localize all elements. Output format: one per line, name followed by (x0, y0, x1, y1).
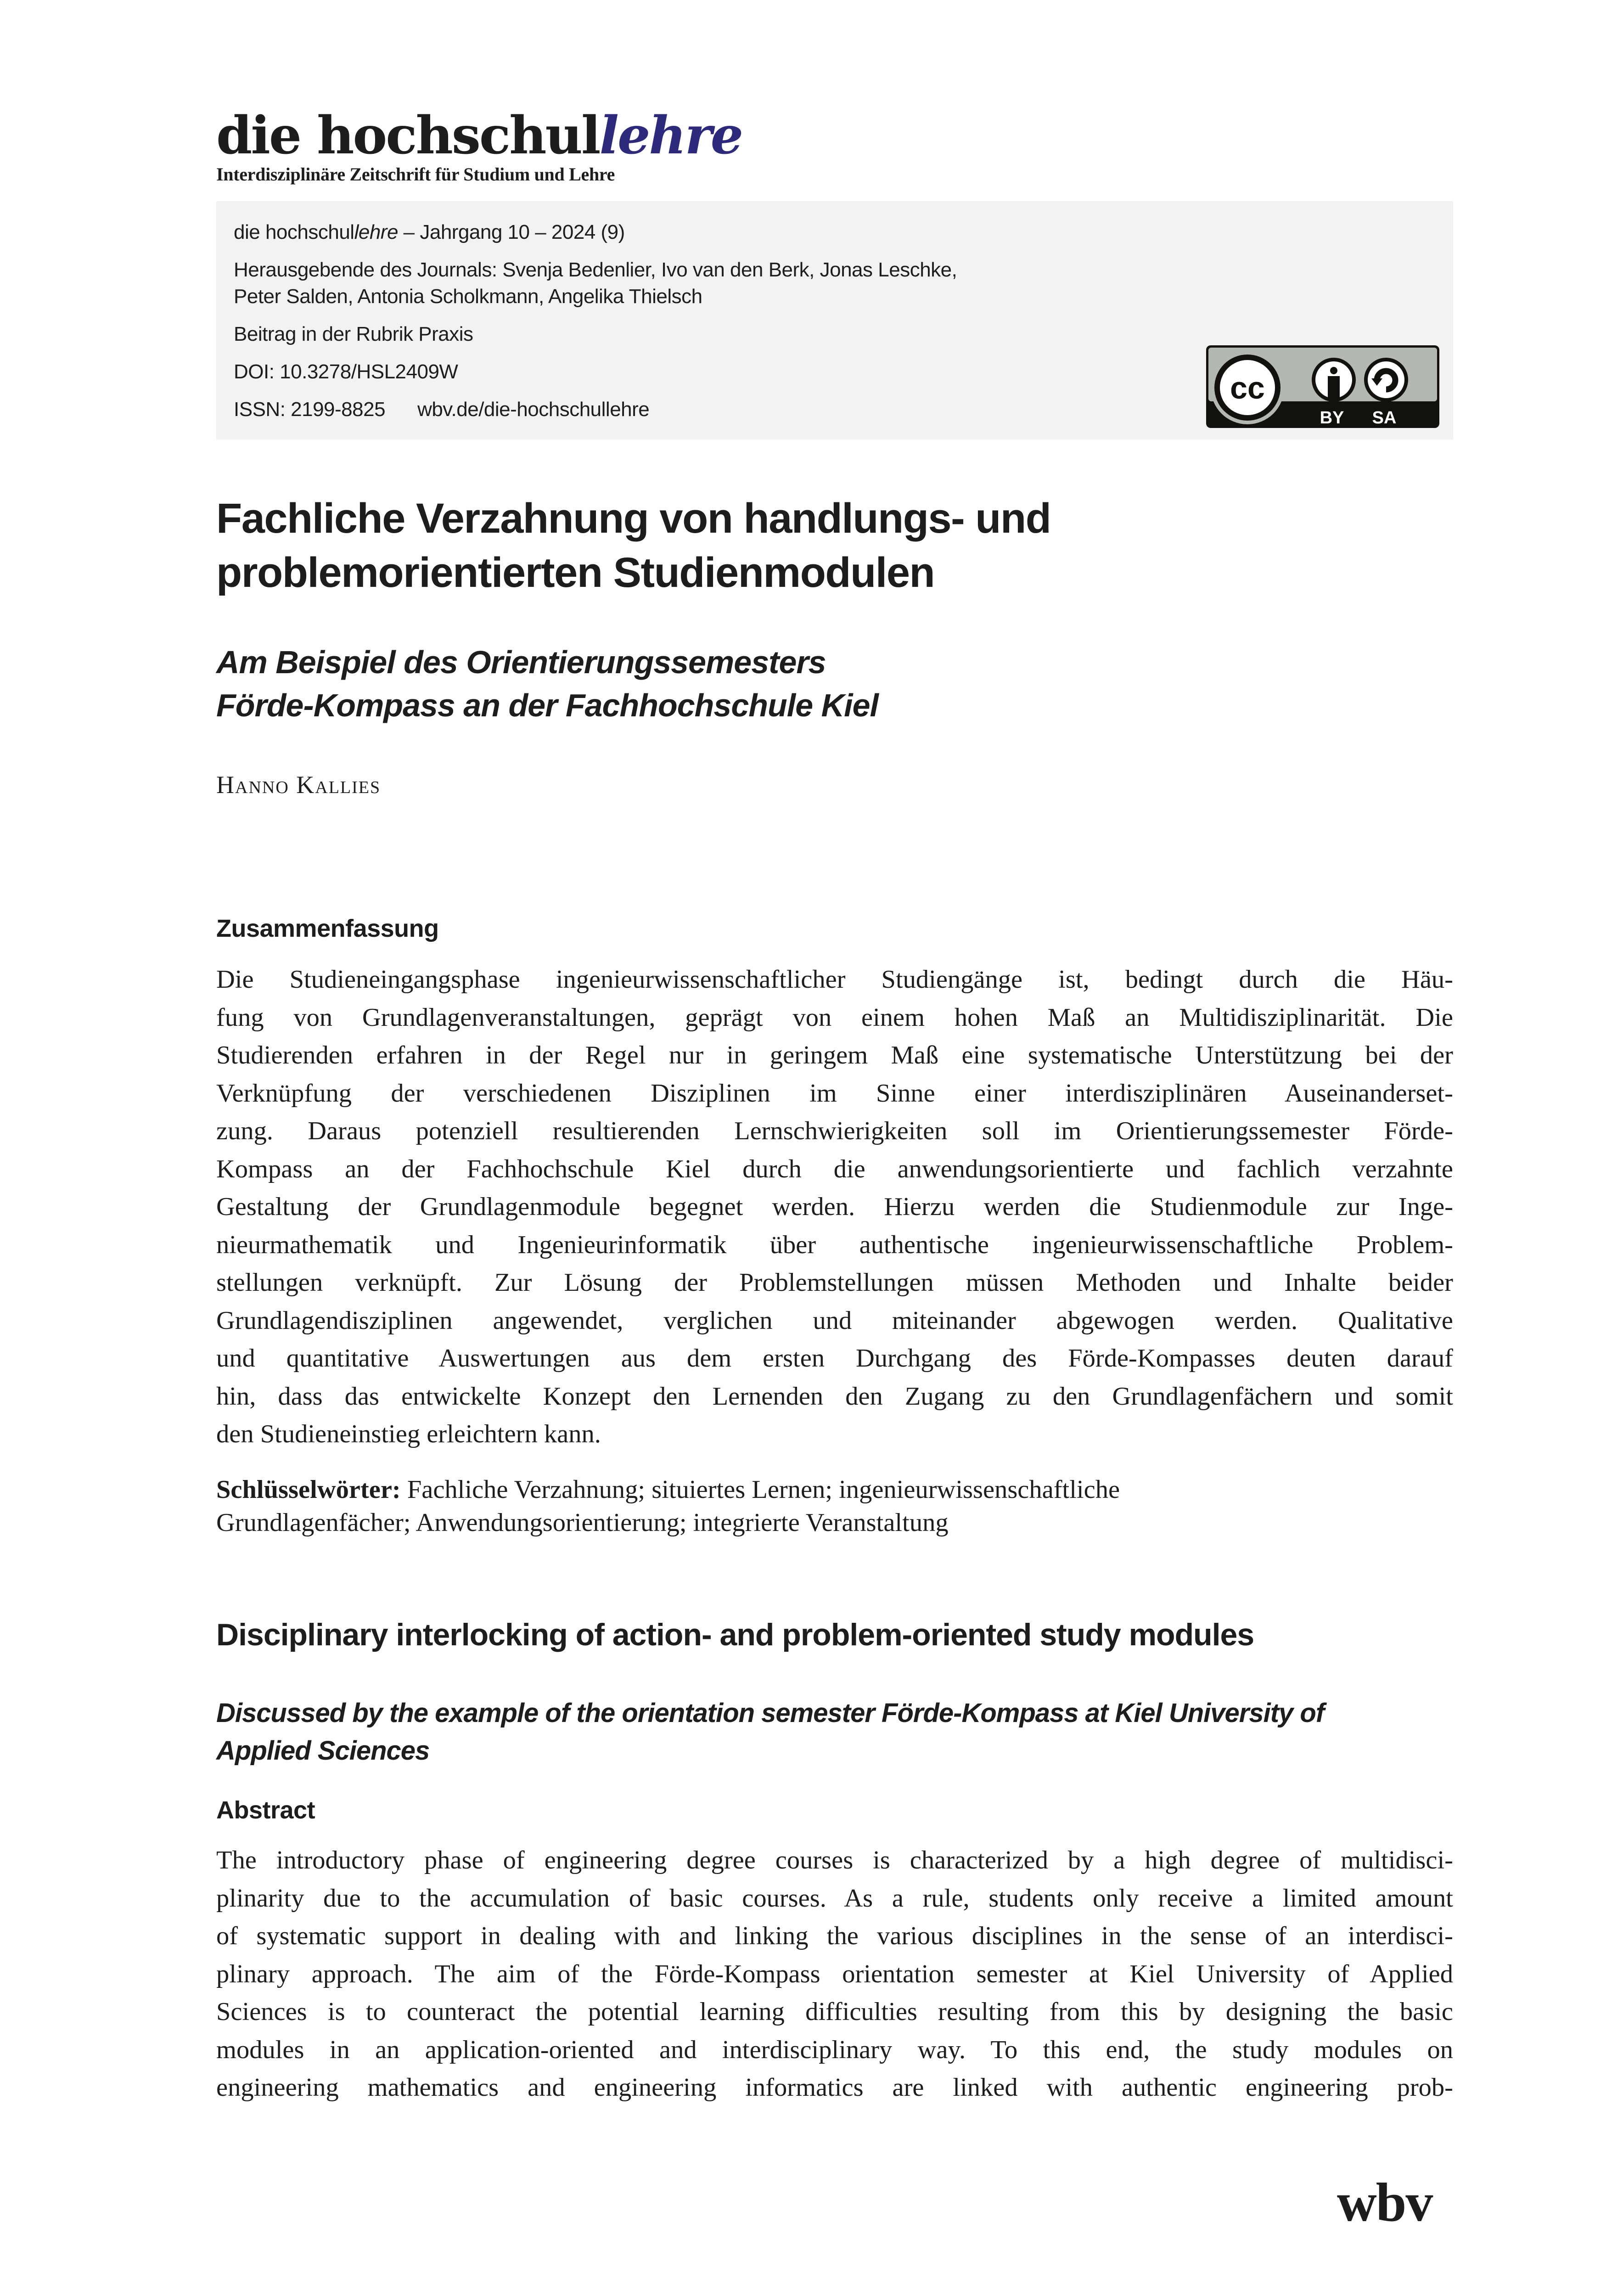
paragraph-line: Verknüpfung der verschiedenen Disziplinen im Sinne einer interdisziplinären Auseinanderset- (216, 1079, 1453, 1108)
keywords (216, 1473, 1453, 1539)
journal-issue: – Jahrgang 10 – 2024 (9) (398, 221, 625, 243)
doi[interactable]: DOI: 10.3278/HSL2409W (234, 360, 458, 383)
journal-name-prefix: die hochschul (234, 221, 354, 243)
author-name: Hanno Kallies (216, 771, 381, 799)
cc-by-sa-icon[interactable] (1206, 345, 1439, 428)
svg-text:BY: BY (1320, 408, 1344, 428)
issn-url-line (234, 398, 649, 422)
keywords-text: Fachliche Verzahnung; situiertes Lernen; ingenieurwissenschaftliche (400, 1475, 1120, 1504)
paragraph-line: Grundlagendisziplinen angewendet, verglichen und miteinander abgewogen werden. Qualitative (216, 1306, 1453, 1335)
issn: ISSN: 2199-8825 (234, 398, 386, 421)
journal-url-link[interactable]: wbv.de/die-hochschullehre (417, 398, 650, 421)
paragraph-line: Sciences is to counteract the potential learning difficulties resulting from this by designing the basic (216, 1998, 1453, 2026)
publisher-logo: wbv (1337, 2172, 1432, 2233)
paragraph-line: zung. Daraus potenziell resultierenden Lernschwierigkeiten soll im Orientierungssemester Förde- (216, 1117, 1453, 1145)
paragraph-line: Gestaltung der Grundlagenmodule begegnet werden. Hierzu werden die Studienmodule zur Inge- (216, 1193, 1453, 1221)
paragraph-line: The introductory phase of engineering degree courses is characterized by a high degree of multidisci- (216, 1846, 1453, 1874)
paragraph-line: hin, dass das entwickelte Konzept den Lernenden den Zugang zu den Grundlagenfächern und somit (216, 1382, 1453, 1411)
journal-logo-accent: lehre (599, 106, 742, 166)
paragraph-line: und quantitative Auswertungen aus dem ersten Durchgang des Förde-Kompasses deuten darauf (216, 1344, 1453, 1373)
svg-text:SA: SA (1372, 408, 1397, 428)
journal-logo-main: die hochschul (216, 106, 600, 166)
editors-line-1: Herausgebende des Journals: Svenja Bedenlier, Ivo van den Berk, Jonas Leschke, (234, 259, 957, 281)
article-title-line-2: problemorientierten Studienmodulen (216, 549, 935, 596)
paragraph-line: Studierenden erfahren in der Regel nur in geringem Maß eine systematische Unterstützung bei der (216, 1041, 1453, 1069)
english-subtitle-line-1: Discussed by the example of the orientation semester Förde-Kompass at Kiel University of (216, 1698, 1325, 1728)
paragraph-line: den Studieneinstieg erleichtern kann. (216, 1420, 601, 1448)
paragraph-line: plinary approach. The aim of the Förde-Kompass orientation semester at Kiel University of Applied (216, 1959, 1453, 1988)
journal-masthead (216, 106, 742, 185)
english-subtitle-line-2: Applied Sciences (216, 1736, 430, 1766)
article-subtitle-line-1: Am Beispiel des Orientierungssemesters (216, 644, 826, 680)
keywords-line-2: Grundlagenfächer; Anwendungsorientierung; integrierte Veranstaltung (216, 1508, 949, 1537)
paragraph-line: modules in an application-oriented and interdisciplinary way. To this end, the study modules on (216, 2035, 1453, 2064)
paragraph-line: nieurmathematik und Ingenieurinformatik über authentische ingenieurwissenschaftliche Problem- (216, 1230, 1453, 1259)
keywords-line-1 (216, 1473, 1453, 1506)
svg-text:cc: cc (1230, 371, 1265, 405)
journal-name-italic: lehre (354, 221, 398, 243)
paragraph-line: fung von Grundlagenveranstaltungen, geprägt von einem hohen Maß an Multidisziplinarität. Die (216, 1003, 1453, 1032)
article-subtitle-line-2: Förde-Kompass an der Fachhochschule Kiel (216, 687, 878, 723)
abstract-body (216, 1841, 1453, 2107)
rubric: Beitrag in der Rubrik Praxis (234, 323, 473, 345)
zusammenfassung-body (216, 961, 1453, 1453)
keywords-label: Schlüsselwörter: (216, 1475, 401, 1504)
paragraph-line: Kompass an der Fachhochschule Kiel durch die anwendungsorientierte und fachlich verzahnte (216, 1154, 1453, 1183)
journal-tagline: Interdisziplinäre Zeitschrift für Studium und Lehre (216, 164, 615, 185)
journal-logo (216, 106, 742, 166)
paragraph-line: of systematic support in dealing with and linking the various disciplines in the sense of an interdisci- (216, 1922, 1453, 1950)
zusammenfassung-heading: Zusammenfassung (216, 915, 439, 942)
paragraph-line: plinarity due to the accumulation of basic courses. As a rule, students only receive a limited amount (216, 1884, 1453, 1913)
article-title-line-1: Fachliche Verzahnung von handlungs- und (216, 495, 1051, 542)
article-subtitle (216, 641, 878, 727)
editors-line-2: Peter Salden, Antonia Scholkmann, Angelika Thielsch (234, 285, 702, 308)
paragraph-line: stellungen verknüpft. Zur Lösung der Problemstellungen müssen Methoden und Inhalte beider (216, 1268, 1453, 1297)
english-subtitle (216, 1694, 1453, 1770)
paragraph-line: Die Studieneingangsphase ingenieurwissenschaftlicher Studiengänge ist, bedingt durch die Häu- (216, 965, 1453, 994)
english-title: Disciplinary interlocking of action- and problem-oriented study modules (216, 1617, 1254, 1652)
abstract-heading: Abstract (216, 1796, 315, 1824)
paragraph-line: engineering mathematics and engineering informatics are linked with authentic engineering prob- (216, 2073, 1453, 2102)
journal-issue-line (234, 220, 625, 244)
article-title (216, 491, 1050, 600)
